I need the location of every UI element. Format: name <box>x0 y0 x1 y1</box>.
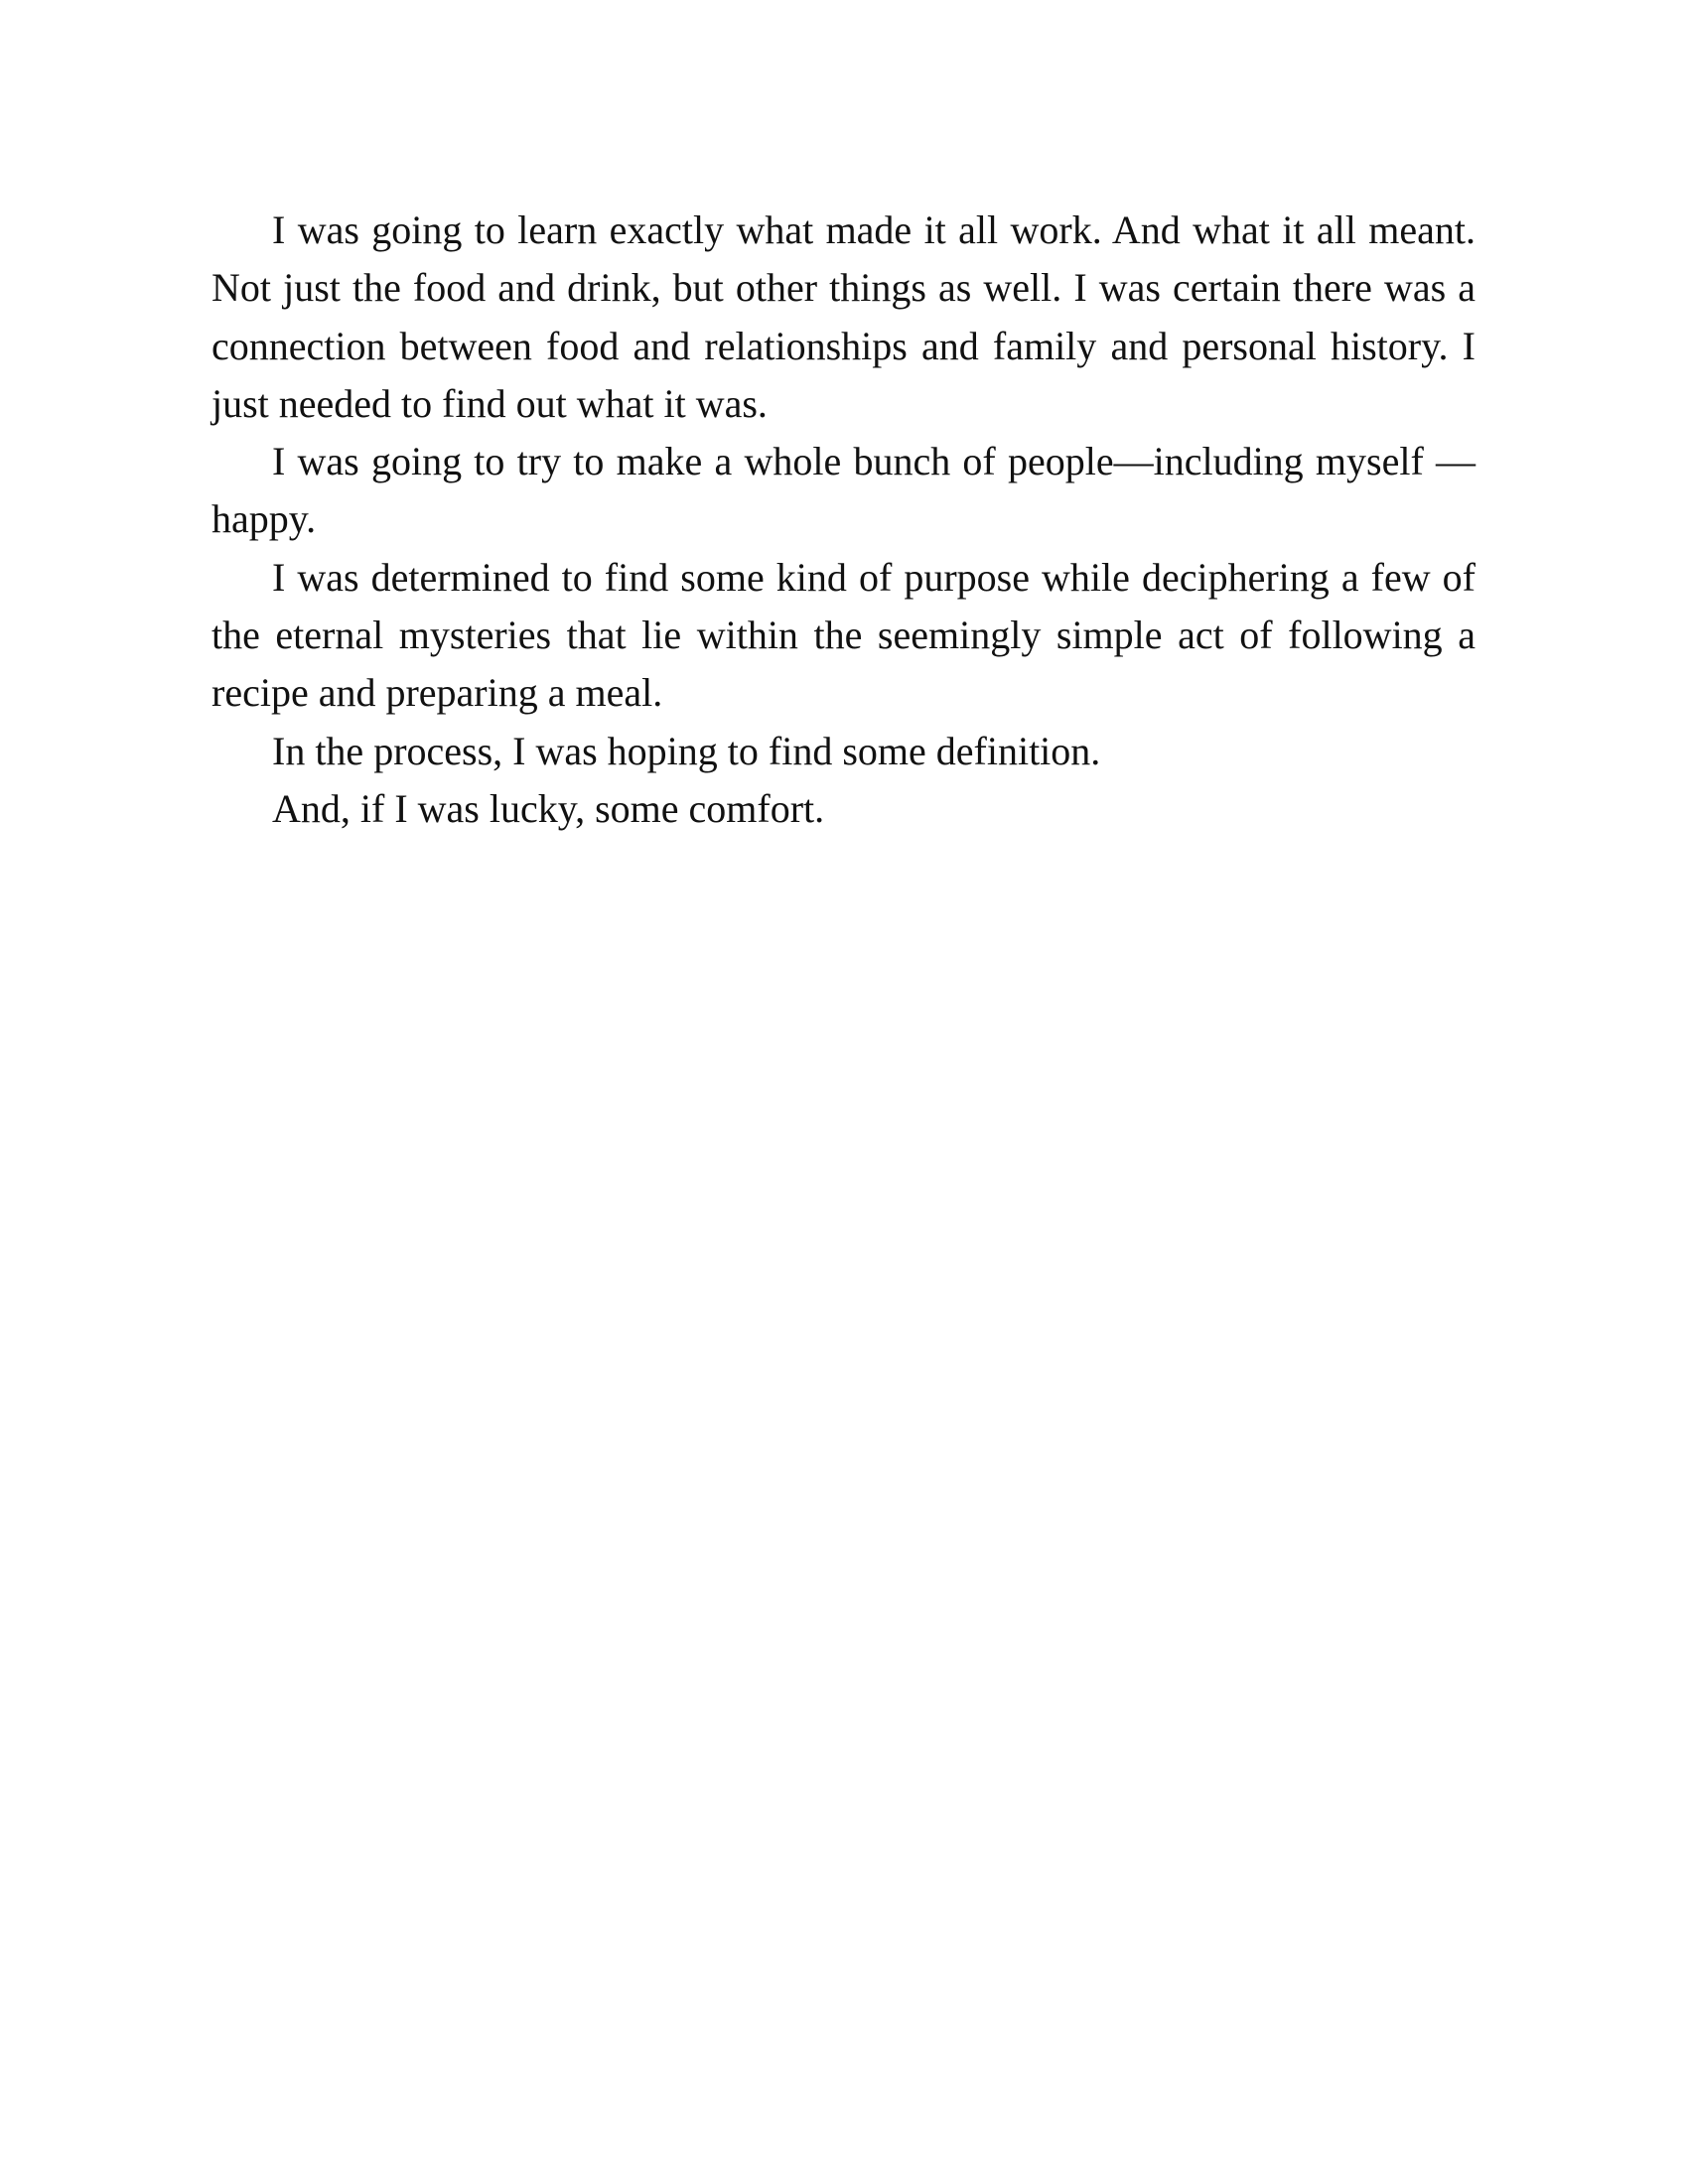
paragraph-3: I was determined to find some kind of purpose while deciphering a few of the eternal mysteries that lie within the seemingly simple act of following a recipe and preparing a meal. <box>211 554 1476 716</box>
body-text <box>211 202 1476 838</box>
paragraph-1: I was going to learn exactly what made it all work. And what it all meant. Not just the food and drink, but other things as well. I was certain there was a connection between food and relationships and family and personal history. I just needed to find out what it was. <box>211 207 1476 426</box>
paragraph-2: I was going to try to make a whole bunch of people—including myself —happy. <box>211 439 1476 542</box>
paragraph-4: In the process, I was hoping to find some definition. <box>272 728 1101 773</box>
paragraph-5: And, if I was lucky, some comfort. <box>272 785 825 831</box>
